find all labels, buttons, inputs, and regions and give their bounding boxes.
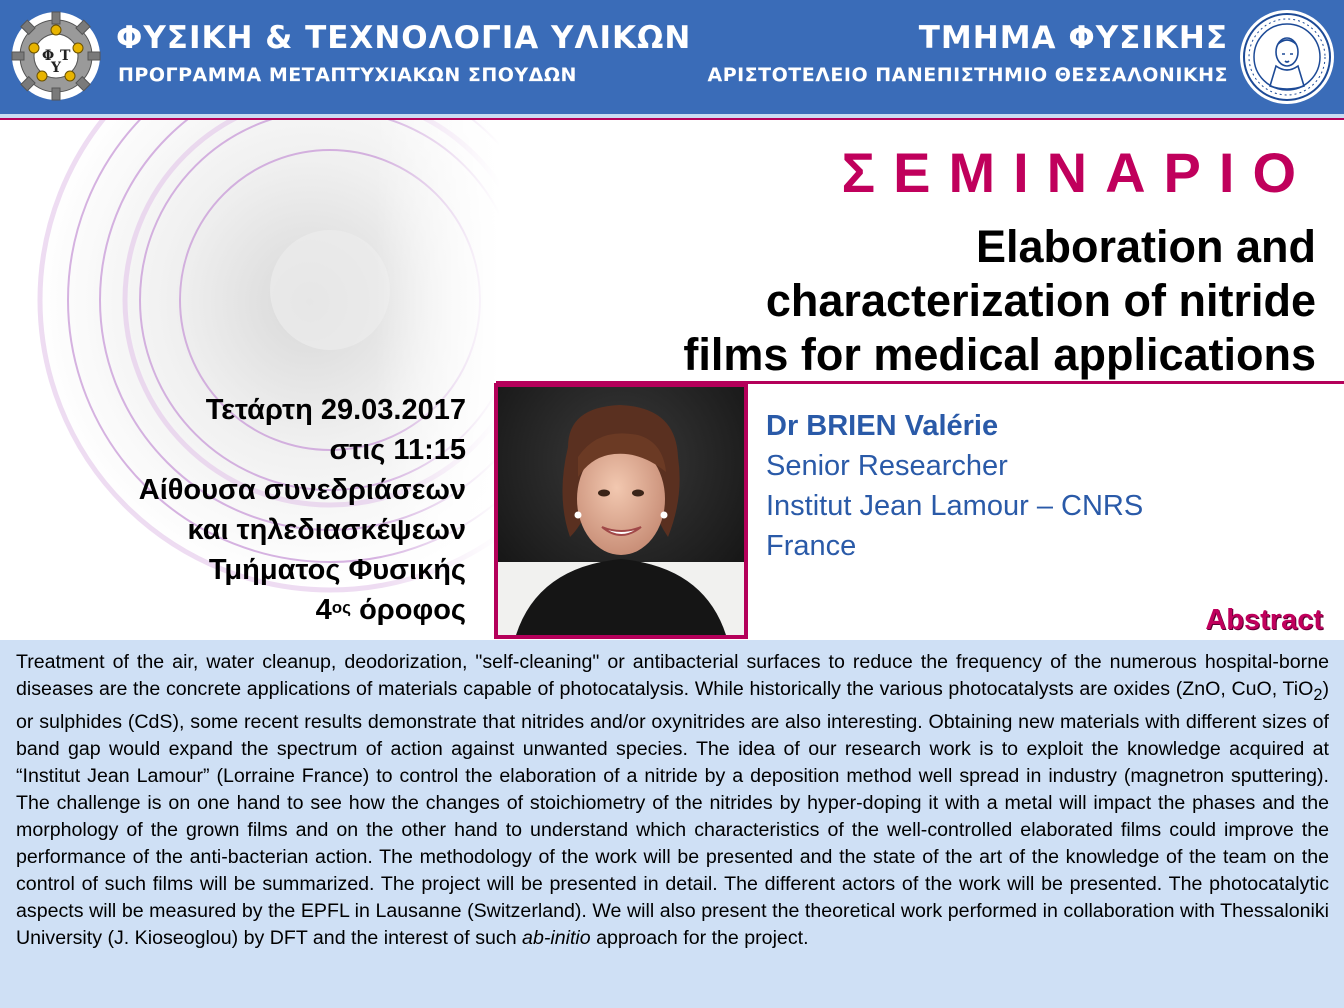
floor-word: όροφος — [359, 594, 466, 626]
talk-title-line-3: films for medical applications — [683, 329, 1316, 380]
speaker-name: Dr BRIEN Valérie — [766, 410, 999, 442]
event-date: Τετάρτη 29.03.2017 — [205, 394, 466, 426]
header-accent-line — [0, 118, 1344, 120]
event-time: στις 11:15 — [329, 434, 466, 466]
event-room-line-2: και τηλεδιασκέψεων — [187, 514, 466, 546]
gear-logo-icon — [8, 8, 104, 104]
svg-text:Φ: Φ — [42, 48, 55, 64]
abstract-part-2: ) or sulphides (CdS), some recent results demonstrate that nitrides and/or oxynitrides are also interesting. Obtaining new materials with different sizes of band gap would expand the spectrum of action against unwanted species. The idea of our research work is to exploit the knowledge acquired at “Institut Jean Lamour” (Lorraine France) to control the elaboration of a nitride by a deposition method well spread in industry (magnetron sputtering). The challenge is on one hand to see how the changes of stoichiometry of the nitrides by hyper-doping it with a metal will impact the phases and the morphology of the grown films and on the other hand to understand which characteristics of the well-controlled elaborated films could improve the performance of the anti-bacterian action. The methodology of the work will be presented and the state of the art of the knowledge of the team on the control of such films will be summarized. The project will be presented in detail. The different actors of the work will be presented. The photocatalytic aspects will be measured by the EPFL in Lausanne (Switzerland). We will also present the theoretical work performed in collaboration with Thessaloniki University (J. Kioseoglou) by DFT and the interest of such — [16, 678, 1329, 949]
event-department: Τμήματος Φυσικής — [208, 554, 466, 586]
abstract-part-3: approach for the project. — [590, 926, 809, 949]
speaker-position: Senior Researcher — [766, 450, 1008, 482]
event-floor — [139, 590, 466, 630]
speaker-institution: Institut Jean Lamour – CNRS — [766, 490, 1144, 522]
program-title: ΦΥΣΙΚΗ & ΤΕΧΝΟΛΟΓΙΑ ΥΛΙΚΩΝ — [116, 20, 692, 56]
abstract-subscript: 2 — [1313, 685, 1323, 704]
abstract-text — [16, 649, 1329, 952]
talk-title-line-2: characterization of nitride — [765, 275, 1316, 326]
talk-title-line-1: Elaboration and — [975, 221, 1316, 272]
event-room-line-1: Αίθουσα συνεδριάσεων — [138, 474, 466, 506]
talk-title — [516, 220, 1316, 382]
department-title: ΤΜΗΜΑ ΦΥΣΙΚΗΣ — [918, 20, 1228, 56]
header-band — [0, 0, 1344, 114]
abstract-label: Abstract — [1205, 604, 1323, 636]
seminar-label: ΣΕΜΙΝΑΡΙΟ — [841, 141, 1314, 204]
svg-text:Τ: Τ — [60, 48, 71, 64]
floor-suffix: ος — [331, 598, 352, 617]
program-subtitle: ΠΡΟΓΡΑΜΜΑ ΜΕΤΑΠΤΥΧΙΑΚΩΝ ΣΠΟΥΔΩΝ — [118, 64, 577, 86]
speaker-info — [766, 406, 1143, 566]
event-details — [139, 390, 466, 630]
svg-text:Υ: Υ — [51, 60, 61, 76]
floor-number: 4 — [315, 594, 332, 626]
university-seal-icon — [1238, 8, 1336, 106]
abstract-italic-term: ab-initio — [522, 926, 591, 949]
speaker-photo — [498, 387, 744, 635]
speaker-country: France — [766, 530, 857, 562]
university-name: ΑΡΙΣΤΟΤΕΛΕΙΟ ΠΑΝΕΠΙΣΤΗΜΙΟ ΘΕΣΣΑΛΟΝΙΚΗΣ — [707, 64, 1228, 86]
abstract-part-1: Treatment of the air, water cleanup, deodorization, "self-cleaning" or antibacterial surfaces to reduce the frequency of the numerous hospital-borne diseases are the concrete applications of materials capable of photocatalysis. While historically the various photocatalysts are oxides (ZnO, CuO, TiO — [16, 651, 1329, 700]
